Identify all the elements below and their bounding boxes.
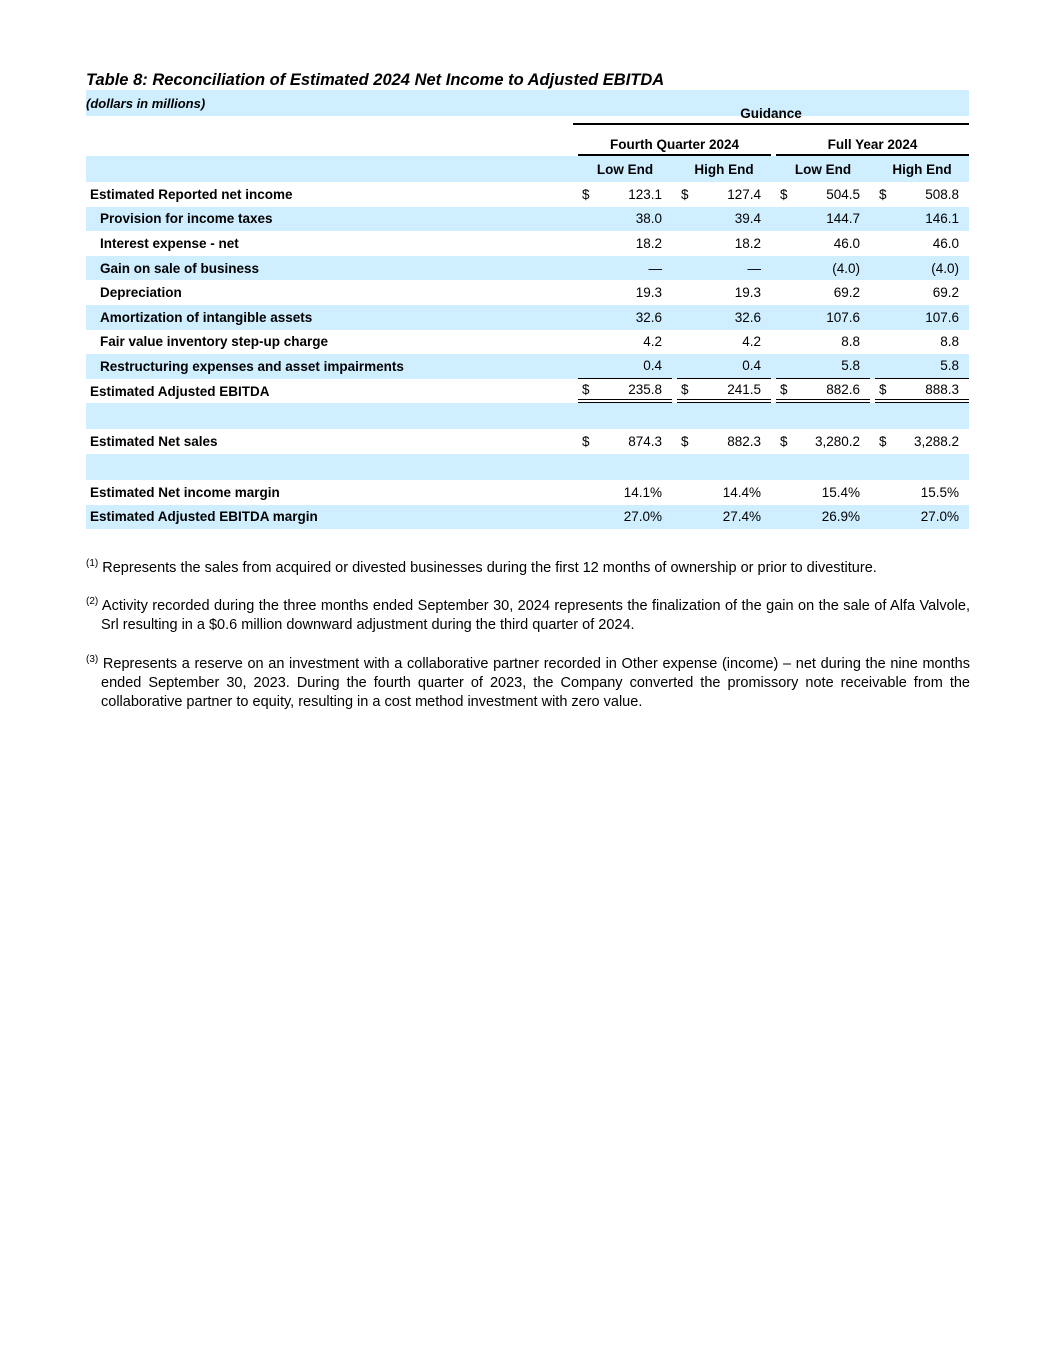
value-cell bbox=[776, 256, 870, 281]
value: 39.4 bbox=[734, 211, 761, 227]
value: 27.4% bbox=[722, 509, 761, 525]
table-row bbox=[86, 354, 969, 379]
currency-symbol: $ bbox=[879, 186, 887, 202]
value: — bbox=[648, 260, 662, 276]
value: 14.4% bbox=[722, 484, 761, 500]
value-cell bbox=[776, 480, 870, 505]
footnote-mark: (3) bbox=[86, 654, 99, 665]
footnote-1 bbox=[86, 554, 970, 578]
title-text: Table 8: Reconciliation of Estimated 2024 Net Income to Adjusted EBITDA bbox=[86, 71, 665, 89]
value-cell bbox=[578, 182, 672, 207]
value: 46.0 bbox=[833, 235, 860, 251]
value: 26.9% bbox=[821, 509, 860, 525]
value: 18.2 bbox=[734, 235, 761, 251]
currency-symbol: $ bbox=[582, 434, 590, 450]
value: 4.2 bbox=[643, 334, 662, 350]
value: 0.4 bbox=[643, 358, 662, 374]
footnote-mark: (1) bbox=[86, 558, 99, 569]
value: 4.2 bbox=[742, 334, 761, 350]
value-cell bbox=[776, 330, 870, 355]
value: 888.3 bbox=[925, 381, 959, 397]
value-cell bbox=[578, 256, 672, 281]
value: 5.8 bbox=[841, 358, 860, 374]
value-cell bbox=[578, 429, 672, 454]
row-label: Estimated Net income margin bbox=[90, 484, 280, 500]
reconciliation-table bbox=[86, 106, 969, 529]
value-cell bbox=[875, 207, 969, 232]
footnote-3 bbox=[86, 650, 970, 712]
value-cell bbox=[677, 505, 771, 530]
value-cell bbox=[677, 480, 771, 505]
guidance-header bbox=[86, 106, 969, 125]
col-low-q4: Low End bbox=[596, 161, 654, 177]
table-row bbox=[86, 231, 969, 256]
value-cell bbox=[677, 429, 771, 454]
currency-symbol: $ bbox=[681, 434, 689, 450]
footnote-text: Activity recorded during the three months ended September 30, 2024 represents the finalization of the gain on the sale of Alfa Valvole, Srl resulting in a $0.6 million downward adjustment during the third quarter of 2024. bbox=[101, 597, 970, 633]
table-row bbox=[86, 330, 969, 355]
col-low-fy: Low End bbox=[794, 161, 852, 177]
value-cell bbox=[578, 305, 672, 330]
table-row bbox=[86, 505, 969, 530]
value: 27.0% bbox=[920, 509, 959, 525]
value-cell bbox=[677, 280, 771, 305]
value-cell bbox=[875, 505, 969, 530]
footnote-2 bbox=[86, 592, 970, 635]
value-cell bbox=[875, 330, 969, 355]
value: (4.0) bbox=[931, 260, 959, 276]
value-cell bbox=[578, 354, 672, 379]
value-cell bbox=[875, 305, 969, 330]
value: 18.2 bbox=[635, 235, 662, 251]
value-cell bbox=[578, 480, 672, 505]
footnote-text: Represents a reserve on an investment with a collaborative partner recorded in Other expense (income) – net during the nine months ended September 30, 2023. During the fourth quarter of 2023, the Company converted the promissory note receivable from the collaborative partner to equity, resulting in a cost method investment with zero value. bbox=[101, 655, 970, 710]
row-label: Fair value inventory step-up charge bbox=[100, 334, 329, 350]
row-label: Estimated Reported net income bbox=[90, 186, 293, 202]
period-header bbox=[86, 125, 969, 156]
value: 123.1 bbox=[628, 186, 662, 202]
value-cell bbox=[677, 354, 771, 379]
value-cell bbox=[578, 330, 672, 355]
spacer-row bbox=[86, 454, 969, 480]
value: (4.0) bbox=[832, 260, 860, 276]
table-row bbox=[86, 207, 969, 232]
currency-symbol: $ bbox=[780, 434, 788, 450]
currency-symbol: $ bbox=[681, 381, 689, 397]
value: 14.1% bbox=[623, 484, 662, 500]
value-cell bbox=[578, 280, 672, 305]
row-label: Amortization of intangible assets bbox=[100, 309, 313, 325]
value: — bbox=[747, 260, 761, 276]
value-cell bbox=[776, 505, 870, 530]
value-cell bbox=[776, 182, 870, 207]
value-cell bbox=[776, 231, 870, 256]
value: 241.5 bbox=[727, 381, 761, 397]
value-cell bbox=[677, 330, 771, 355]
value-cell bbox=[875, 182, 969, 207]
title-note: (dollars in millions) bbox=[86, 90, 969, 116]
col-high-fy: High End bbox=[892, 161, 952, 177]
currency-symbol: $ bbox=[582, 381, 590, 397]
value: 69.2 bbox=[833, 285, 860, 301]
row-label: Interest expense - net bbox=[100, 235, 239, 251]
row-label: Estimated Adjusted EBITDA margin bbox=[90, 509, 318, 525]
value-cell bbox=[875, 231, 969, 256]
value-cell bbox=[875, 280, 969, 305]
group-fy: Full Year 2024 bbox=[776, 137, 969, 156]
row-label: Estimated Net sales bbox=[90, 434, 218, 450]
table-row bbox=[86, 379, 969, 404]
value: 15.5% bbox=[920, 484, 959, 500]
value-cell bbox=[776, 280, 870, 305]
value: 107.6 bbox=[826, 309, 860, 325]
table-row bbox=[86, 280, 969, 305]
currency-symbol: $ bbox=[879, 434, 887, 450]
value-cell bbox=[875, 429, 969, 454]
value: 27.0% bbox=[623, 509, 662, 525]
footnote-text: Represents the sales from acquired or divested businesses during the first 12 months of ownership or prior to divestiture. bbox=[102, 559, 877, 576]
table-row bbox=[86, 429, 969, 454]
value-cell bbox=[875, 379, 969, 404]
value-cell bbox=[677, 182, 771, 207]
value: 3,288.2 bbox=[913, 434, 959, 450]
value-cell bbox=[677, 379, 771, 404]
value-cell bbox=[776, 354, 870, 379]
value: 8.8 bbox=[841, 334, 860, 350]
value: 15.4% bbox=[821, 484, 860, 500]
value: 0.4 bbox=[742, 358, 761, 374]
currency-symbol: $ bbox=[582, 186, 590, 202]
value: 508.8 bbox=[925, 186, 959, 202]
table-row bbox=[86, 182, 969, 207]
value: 504.5 bbox=[826, 186, 860, 202]
row-label: Estimated Adjusted EBITDA bbox=[90, 383, 270, 399]
value-cell bbox=[677, 256, 771, 281]
value-cell bbox=[578, 207, 672, 232]
row-label: Restructuring expenses and asset impairments bbox=[100, 358, 404, 374]
value-cell bbox=[776, 305, 870, 330]
value: 3,280.2 bbox=[814, 434, 860, 450]
spacer-row bbox=[86, 403, 969, 429]
currency-symbol: $ bbox=[879, 381, 887, 397]
value: 38.0 bbox=[635, 211, 662, 227]
footnote-mark: (2) bbox=[86, 596, 99, 607]
value: 882.3 bbox=[727, 434, 761, 450]
value: 882.6 bbox=[826, 381, 860, 397]
value: 8.8 bbox=[940, 334, 959, 350]
table-row bbox=[86, 305, 969, 330]
table-row bbox=[86, 256, 969, 281]
value: 235.8 bbox=[628, 381, 662, 397]
value: 19.3 bbox=[635, 285, 662, 301]
value-cell bbox=[677, 305, 771, 330]
value-cell bbox=[875, 256, 969, 281]
value: 46.0 bbox=[932, 235, 959, 251]
value: 127.4 bbox=[727, 186, 761, 202]
value: 874.3 bbox=[628, 434, 662, 450]
table-row bbox=[86, 480, 969, 505]
value-cell bbox=[578, 379, 672, 404]
value-cell bbox=[776, 379, 870, 404]
value-cell bbox=[776, 429, 870, 454]
currency-symbol: $ bbox=[780, 186, 788, 202]
currency-symbol: $ bbox=[681, 186, 689, 202]
row-label: Gain on sale of business bbox=[100, 260, 260, 276]
value-cell bbox=[875, 354, 969, 379]
value: 19.3 bbox=[734, 285, 761, 301]
value: 146.1 bbox=[925, 211, 959, 227]
value: 107.6 bbox=[925, 309, 959, 325]
col-high-q4: High End bbox=[694, 161, 754, 177]
currency-symbol: $ bbox=[780, 381, 788, 397]
value: 69.2 bbox=[932, 285, 959, 301]
value-cell bbox=[578, 505, 672, 530]
row-label: Depreciation bbox=[100, 285, 182, 301]
column-header bbox=[86, 156, 969, 182]
row-label: Provision for income taxes bbox=[100, 211, 273, 227]
guidance-label: Guidance bbox=[573, 106, 969, 125]
value-cell bbox=[677, 231, 771, 256]
value-cell bbox=[776, 207, 870, 232]
value-cell bbox=[578, 231, 672, 256]
group-q4: Fourth Quarter 2024 bbox=[578, 137, 771, 156]
value-cell bbox=[875, 480, 969, 505]
value: 144.7 bbox=[826, 211, 860, 227]
value: 32.6 bbox=[734, 309, 761, 325]
value: 5.8 bbox=[940, 358, 959, 374]
value: 32.6 bbox=[635, 309, 662, 325]
value-cell bbox=[677, 207, 771, 232]
